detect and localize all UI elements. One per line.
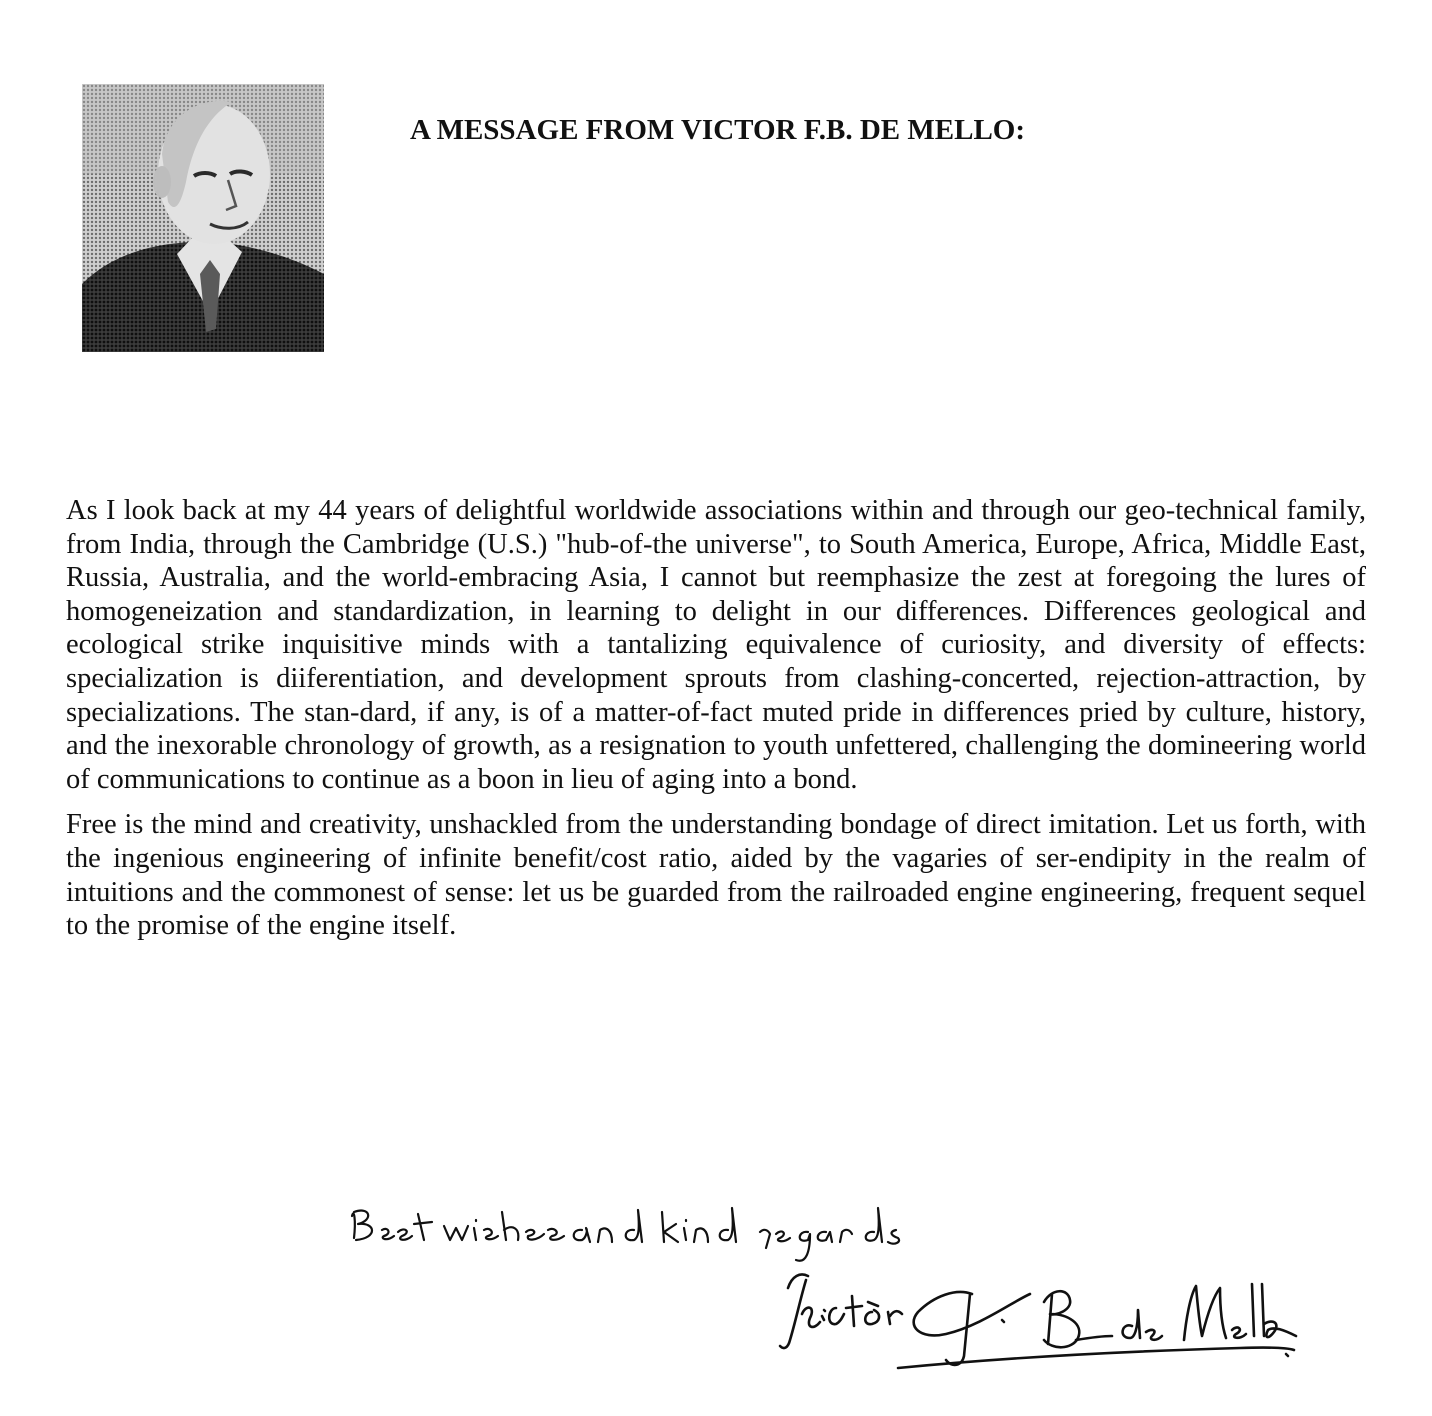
message-paragraph-2: Free is the mind and creativity, unshackled from the understanding bondage of direct imitation. Let us forth, with the ingenious engineering of infinite benefit/cost ratio, aided by the vagaries of ser-endipity in the realm of intuitions and the commonest of sense: let us be guarded from the railroaded engine engineering, frequent sequel to the promise of the engine itself. <box>66 809 1366 942</box>
message-body <box>66 494 1366 943</box>
signature-handwriting <box>780 1275 1296 1369</box>
message-paragraph-1: As I look back at my 44 years of delightful worldwide associations within and through our geo-technical family, from India, through the Cambridge (U.S.) "hub-of-the universe", to South America, Europe, Africa, Middle East, Russia, Australia, and the world-embracing Asia, I cannot but reemphasize the zest at foregoing the lures of homogeneization and standardization, in learning to delight in our differences. Differences geological and ecological strike inquisitive minds with a tantalizing equivalence of curiosity, and diversity of effects: specialization is diiferentiation, and development sprouts from clashing-concerted, rejection-attraction, by specializations. The stan-dard, if any, is of a matter-of-fact muted pride in differences pried by culture, history, and the inexorable chronology of growth, as a resignation to youth unfettered, challenging the domineering world of communications to continue as a boon in lieu of aging into a bond. <box>66 495 1366 795</box>
portrait-photo-icon <box>82 84 324 352</box>
page-title: A MESSAGE FROM VICTOR F.B. DE MELLO: <box>410 114 1026 146</box>
handwritten-closing <box>340 1190 1300 1380</box>
handwritten-signature-icon <box>340 1190 1300 1380</box>
author-portrait <box>82 84 324 352</box>
greeting-handwriting <box>352 1208 899 1261</box>
